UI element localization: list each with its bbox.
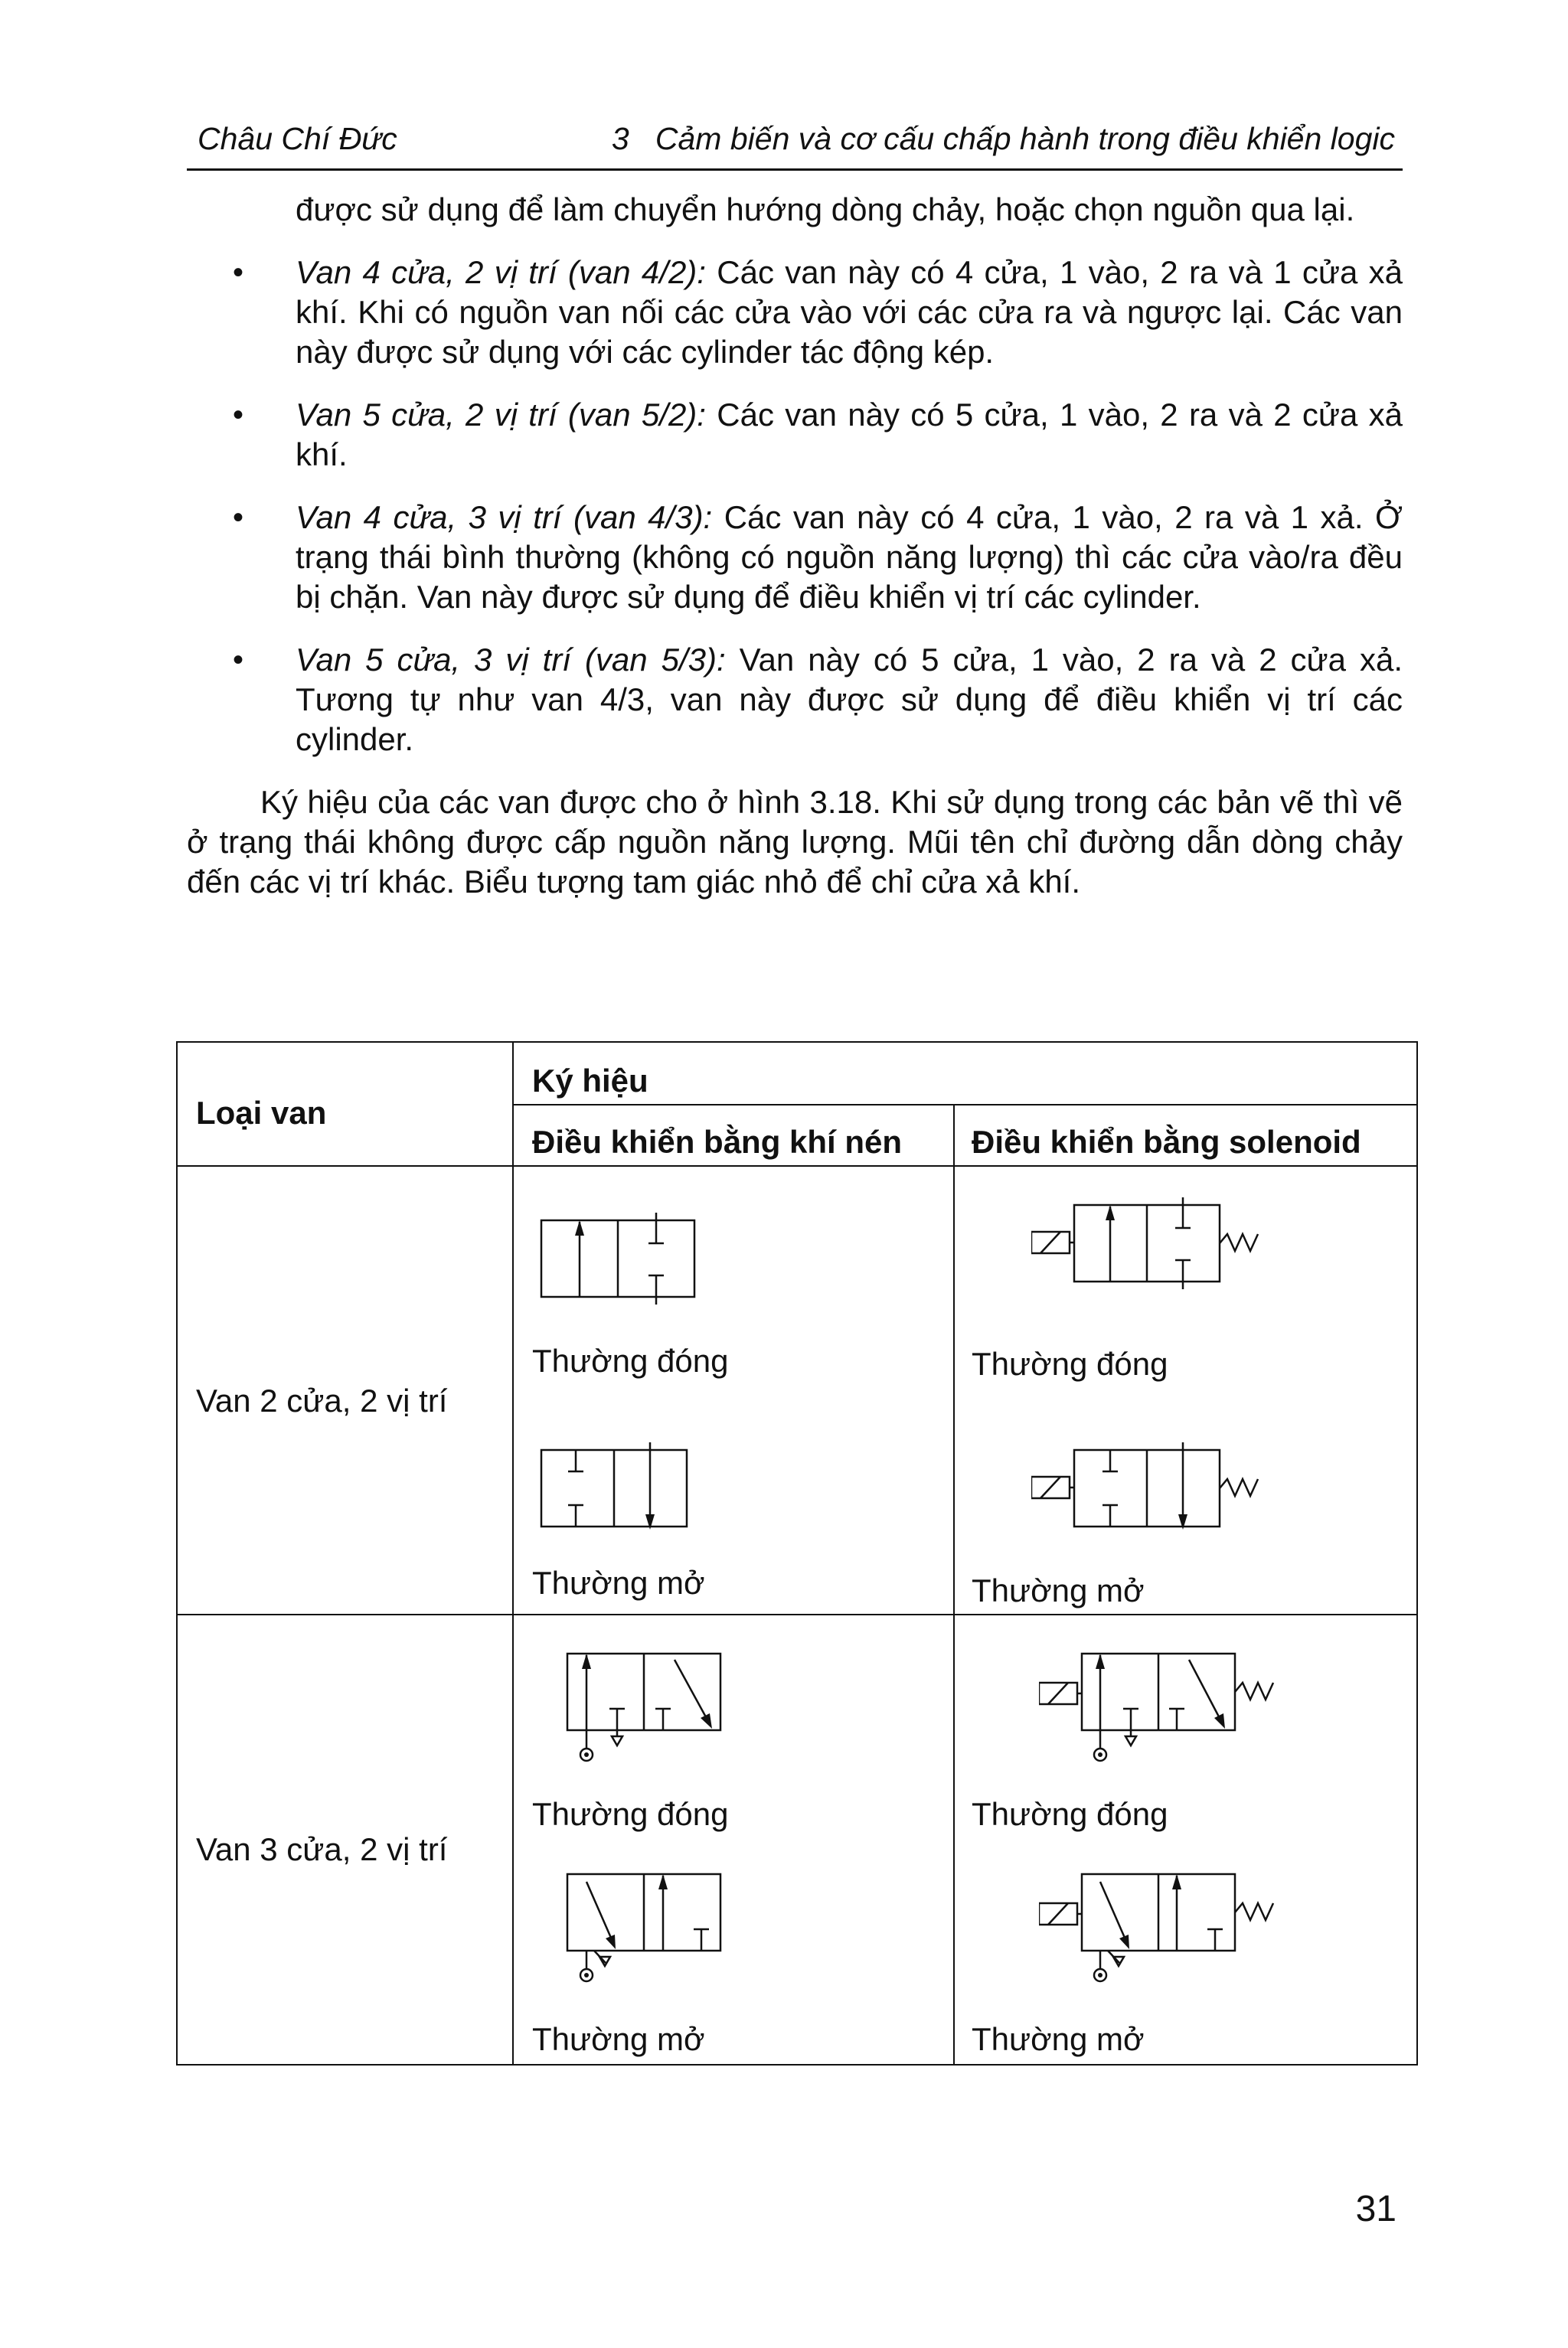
bullet-term: Van 4 cửa, 3 vị trí (van 4/3): <box>296 499 713 535</box>
bullet-icon: • <box>233 501 244 534</box>
valve-3-2-nc-pneumatic-symbol <box>560 1638 743 1768</box>
column-header-pneumatic: Điều khiển bằng khí nén <box>532 1124 903 1160</box>
list-item <box>187 640 1403 759</box>
intro-continuation: được sử dụng để làm chuyển hướng dòng chảy, hoặc chọn nguồn qua lại. <box>296 191 1355 227</box>
valve-type-list <box>187 253 1403 759</box>
nc-caption: Thường đóng <box>532 1343 729 1379</box>
no-caption: Thường mở <box>972 2021 1145 2057</box>
valve-3-2-no-pneumatic-symbol <box>560 1859 743 1989</box>
valve-3-2-no-solenoid-symbol <box>1039 1859 1315 1989</box>
row-type-cell <box>177 1615 513 2065</box>
header-cell-solenoid <box>954 1105 1417 1166</box>
header-cell-symbol <box>513 1042 1417 1105</box>
pneumatic-symbol-cell <box>513 1166 954 1615</box>
valve-type-label: Van 2 cửa, 2 vị trí <box>196 1383 448 1419</box>
column-header-symbol: Ký hiệu <box>532 1063 648 1099</box>
row-type-cell <box>177 1166 513 1615</box>
valve-2-2-nc-pneumatic-symbol <box>534 1205 733 1312</box>
list-item <box>187 395 1403 475</box>
nc-caption: Thường đóng <box>972 1796 1168 1832</box>
solenoid-symbol-cell <box>954 1166 1417 1615</box>
bullet-text: Van này có 5 cửa, 1 vào, 2 ra và 2 cửa xả. Tương tự như van 4/3, van này được sử dụng để điều khiển vị trí các cylinder. <box>296 642 1403 757</box>
no-caption: Thường mở <box>532 1565 705 1601</box>
header-cell-pneumatic <box>513 1105 954 1166</box>
bullet-text: Các van này có 5 cửa, 1 vào, 2 ra và 2 cửa xả khí. <box>296 397 1403 472</box>
bullet-term: Van 4 cửa, 2 vị trí (van 4/2): <box>296 254 706 290</box>
valve-type-label: Van 3 cửa, 2 vị trí <box>196 1831 448 1867</box>
solenoid-symbol-cell <box>954 1615 1417 2065</box>
header-author: Châu Chí Đức <box>198 121 397 156</box>
page-number: 31 <box>1355 2189 1396 2229</box>
bullet-icon: • <box>233 256 244 289</box>
no-caption: Thường mở <box>532 2021 705 2057</box>
header-chapter-title: 3 Cảm biến và cơ cấu chấp hành trong điều khiển logic <box>611 121 1395 156</box>
column-header-type: Loại van <box>196 1095 327 1131</box>
nc-caption: Thường đóng <box>972 1346 1168 1382</box>
valve-2-2-no-solenoid-symbol <box>1031 1435 1307 1550</box>
bullet-term: Van 5 cửa, 2 vị trí (van 5/2): <box>296 397 706 433</box>
valve-3-2-nc-solenoid-symbol <box>1039 1638 1315 1768</box>
valve-symbol-table <box>176 1041 1418 2066</box>
valve-2-2-nc-solenoid-symbol <box>1031 1190 1307 1305</box>
body-text <box>187 190 1403 934</box>
header-cell-type <box>177 1042 513 1166</box>
page-header <box>187 115 1403 171</box>
bullet-text: Các van này có 4 cửa, 1 vào, 2 ra và 1 cửa xả khí. Khi có nguồn van nối các cửa vào với các cửa ra và ngược lại. Các van này được sử dụng với các cylinder tác động kép. <box>296 254 1403 370</box>
no-caption: Thường mở <box>972 1572 1145 1608</box>
list-item <box>187 498 1403 617</box>
nc-caption: Thường đóng <box>532 1796 729 1832</box>
bullet-icon: • <box>233 398 244 432</box>
bullet-term: Van 5 cửa, 3 vị trí (van 5/3): <box>296 642 726 678</box>
bullet-text: Các van này có 4 cửa, 1 vào, 2 ra và 1 xả. Ở trạng thái bình thường (không có nguồn năng lượng) thì các cửa vào/ra đều bị chặn. Van này được sử dụng để điều khiển vị trí các cylinder. <box>296 499 1403 615</box>
list-item <box>187 253 1403 372</box>
column-header-solenoid: Điều khiển bằng solenoid <box>972 1124 1361 1160</box>
symbol-paragraph: Ký hiệu của các van được cho ở hình 3.18. Khi sử dụng trong các bản vẽ thì vẽ ở trạng thái không được cấp nguồn năng lượng. Mũi tên chỉ đường dẫn dòng chảy đến các vị trí khác. Biểu tượng tam giác nhỏ để chỉ cửa xả khí. <box>187 784 1403 900</box>
bullet-icon: • <box>233 643 244 677</box>
pneumatic-symbol-cell <box>513 1615 954 2065</box>
valve-2-2-no-pneumatic-symbol <box>534 1435 733 1542</box>
